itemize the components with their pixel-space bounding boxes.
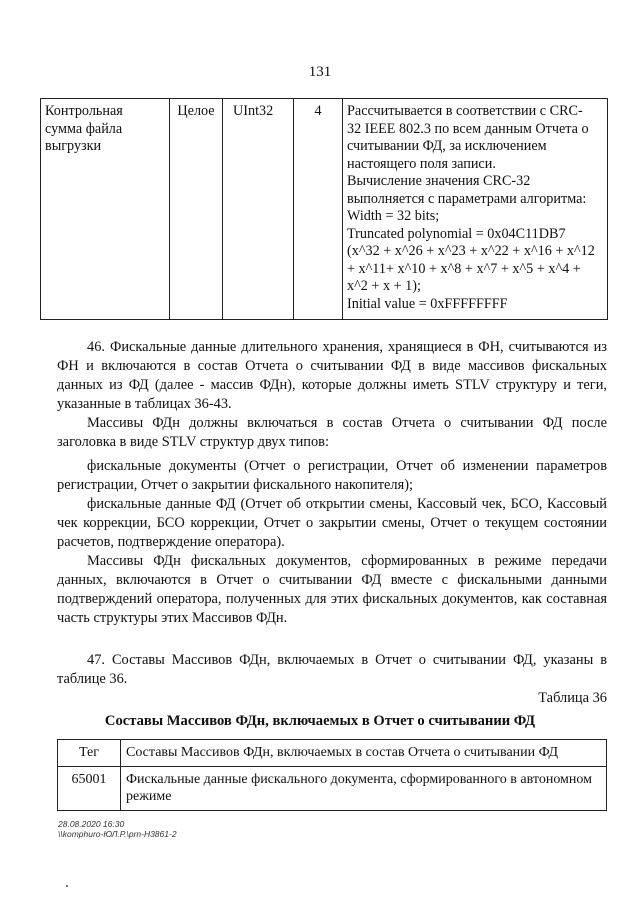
paragraph-text: 46. Фискальные данные длительного хранения, хранящиеся в ФН, считываются из ФН и включаются в состав Отчета о считывании ФД в виде массивов фискальных данных из ФД (далее - массив ФДн), которые должны иметь STLV структуру и теги, указанные в таблицах 36-43. <box>57 339 607 412</box>
field-name-line: сумма файла <box>45 120 123 137</box>
stamp-line: \\komphuro-ЮЛ.Р.\prn-Н3861-2 <box>58 829 177 839</box>
paragraph-text: Массивы ФДн должны включаться в состав Отчета о считывании ФД после заголовка в виде STLV структур двух типов: <box>57 415 607 450</box>
paragraph-text: фискальные документы (Отчет о регистрации, Отчет об изменении параметров регистрации, Отчет о закрытии фискального накопителя); <box>57 458 607 493</box>
header-tag-cell: Тег <box>58 740 121 767</box>
description-line: x^2 + x + 1); <box>347 278 421 294</box>
description-line: выполняется с параметрами алгоритма: <box>347 190 587 207</box>
table-row <box>41 99 608 320</box>
scan-speck <box>66 885 68 887</box>
description-line: Рассчитывается в соответствии с CRC- <box>347 103 583 119</box>
paragraph-arrays-inclusion <box>57 414 607 452</box>
description-line: Initial value = 0xFFFFFFFF <box>347 295 508 312</box>
table-36 <box>57 739 607 811</box>
description-line: Truncated polynomial = 0x04C11DB7 <box>347 225 566 242</box>
row-tag-cell: 65001 <box>58 767 121 811</box>
paragraph-transmission-mode <box>57 552 607 628</box>
field-name-line: выгрузки <box>45 138 102 154</box>
paragraph-fiscal-documents <box>57 457 607 495</box>
row-content-cell: Фискальные данные фискального документа, сформированного в автономном режиме <box>121 767 607 811</box>
table-row <box>58 767 607 811</box>
paragraph-text: Массивы ФДн фискальных документов, сформированных в режиме передачи данных, включаются в Отчет о считывании ФД вместе с фискальными данными подтверждений оператора, полученных для этих фискальных документов, как составная часть структуры этих Массивов ФДн. <box>57 553 607 626</box>
field-format-cell: UInt32 <box>223 99 294 320</box>
description-line: Width = 32 bits; <box>347 208 440 224</box>
table-title: Составы Массивов ФДн, включаемых в Отчет о считывании ФД <box>104 713 536 729</box>
field-description-cell <box>343 99 608 320</box>
description-line: считывании ФД, за исключением <box>347 138 547 154</box>
page-number: 131 <box>308 64 332 80</box>
description-line: настоящего поля записи. <box>347 155 496 172</box>
header-content-cell: Составы Массивов ФДн, включаемых в состав Отчета о считывании ФД <box>121 740 607 767</box>
table-header-row <box>58 740 607 767</box>
paragraph-text: фискальные данные ФД (Отчет об открытии смены, Кассовый чек, БСО, Кассовый чек коррекции, БСО коррекции, Отчет о закрытии смены, Отчет о текущем состоянии расчетов, подтверждение оператора). <box>57 496 607 550</box>
print-stamp <box>58 819 177 839</box>
stamp-line: 28.08.2020 16:30 <box>58 819 125 829</box>
field-name-line: Контрольная <box>45 103 123 119</box>
paragraph-47 <box>57 651 607 689</box>
field-name-cell <box>41 99 170 320</box>
description-line: (x^32 + x^26 + x^23 + x^22 + x^16 + x^12 <box>347 243 595 259</box>
description-line: Вычисление значения CRC-32 <box>347 173 531 189</box>
field-length-cell: 4 <box>294 99 343 320</box>
table-caption: Таблица 36 <box>538 690 607 706</box>
description-line: 32 IEEE 802.3 по всем данным Отчета о <box>347 120 589 137</box>
paragraph-fiscal-data <box>57 495 607 552</box>
field-type-cell: Целое <box>170 99 223 320</box>
paragraph-46 <box>57 338 607 414</box>
crc-field-table <box>40 98 608 320</box>
paragraph-text: 47. Составы Массивов ФДн, включаемых в Отчет о считывании ФД, указаны в таблице 36. <box>57 652 607 687</box>
description-line: + x^11+ x^10 + x^8 + x^7 + x^5 + x^4 + <box>347 260 581 277</box>
